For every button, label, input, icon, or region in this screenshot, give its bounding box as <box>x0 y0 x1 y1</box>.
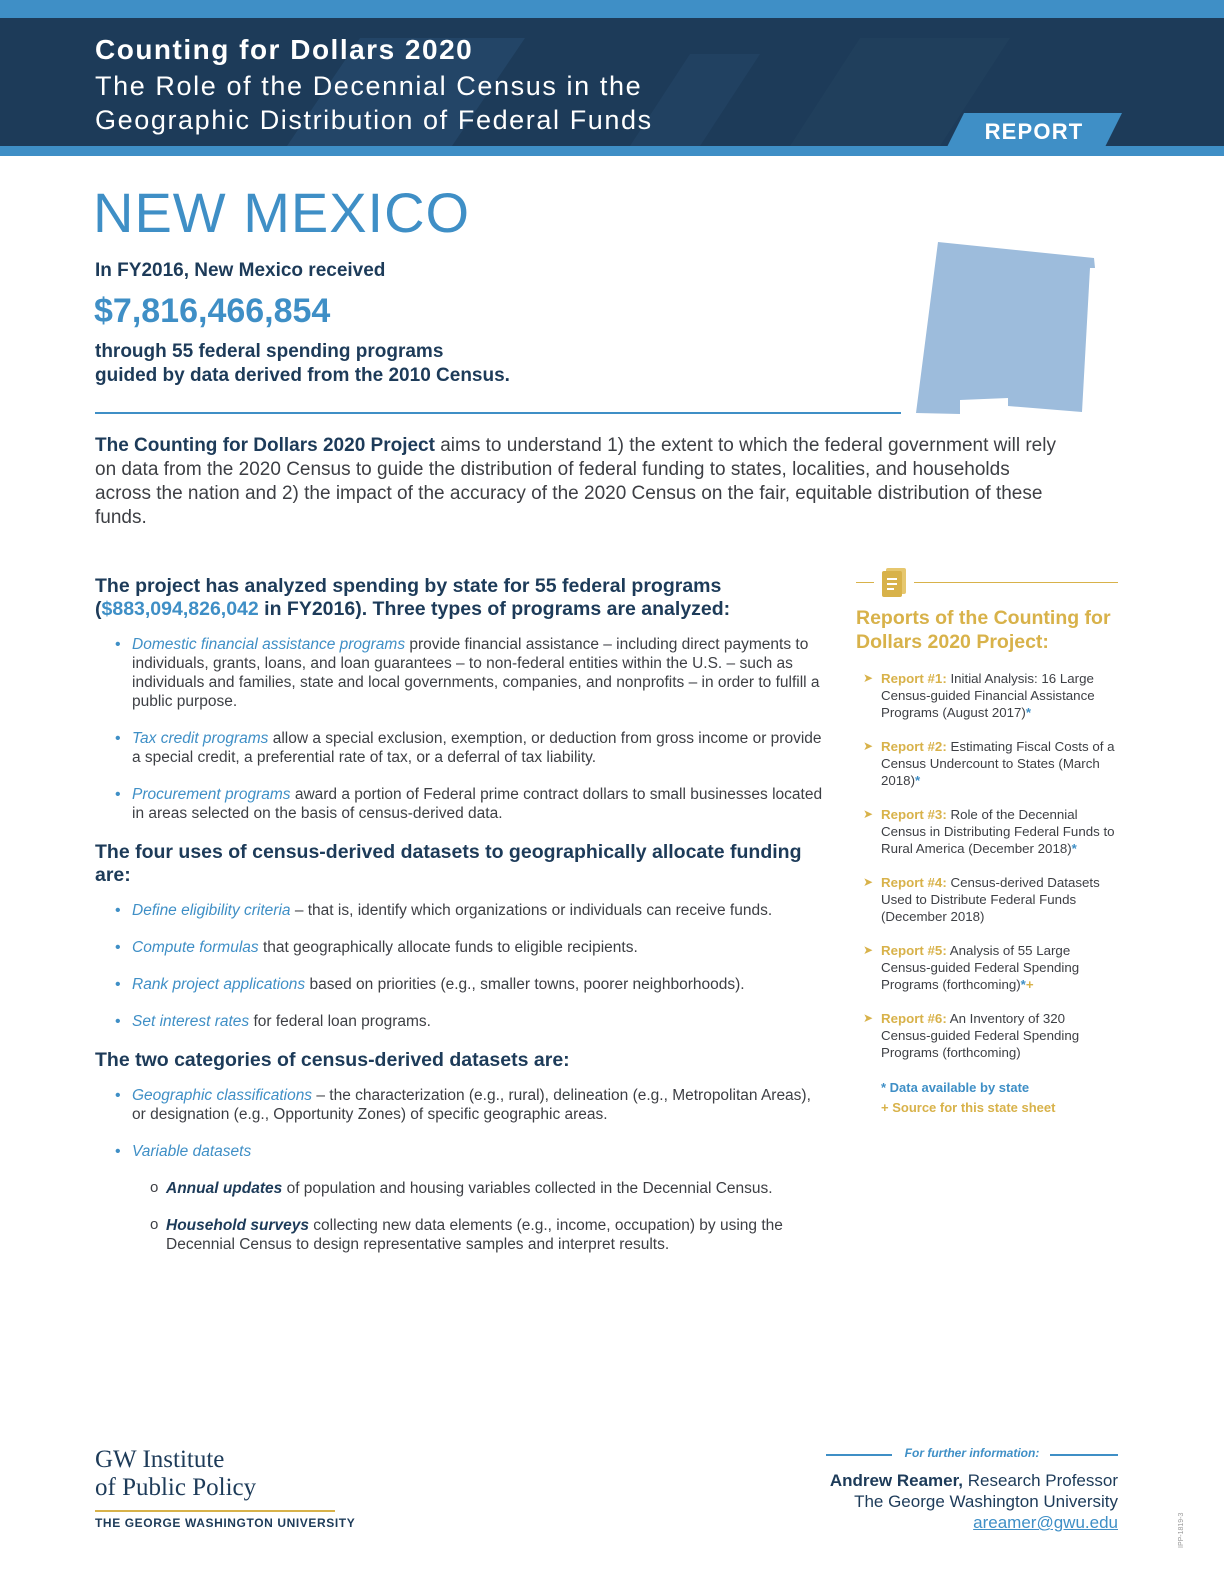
lead-line-2: through 55 federal spending programs <box>95 341 444 362</box>
header-subtitle-line1: The Role of the Decennial Census in the <box>95 71 643 101</box>
category-term: Geographic classifications <box>132 1087 313 1104</box>
logo-line-1: GW Institute <box>95 1446 225 1473</box>
report-star: * <box>1020 977 1026 992</box>
state-name: NEW MEXICO <box>93 181 471 244</box>
sidebar-legend <box>881 1078 1055 1118</box>
report-key: Report #5: <box>881 943 947 958</box>
contact-role: Research Professor <box>963 1471 1118 1490</box>
report-item <box>856 738 1118 789</box>
subitem-term: Annual updates <box>166 1180 283 1197</box>
contact-email-link[interactable]: areamer@gwu.edu <box>973 1513 1118 1532</box>
chevron-right-icon: ➤ <box>863 943 874 957</box>
use-term: Define eligibility criteria <box>132 902 291 919</box>
sub-list-item <box>95 1179 825 1198</box>
list-item <box>95 975 825 994</box>
program-type-text: provide financial assistance – including direct payments to individuals, grants, loans, and loan guarantees – to non-federal entities within the U.S. – such as individuals and families, state and local governments, companies, and nonprofits – in order to fulfill a public purpose. <box>132 636 820 710</box>
program-type-term: Procurement programs <box>132 786 291 803</box>
contact-rule-left <box>826 1454 892 1456</box>
logo-rule <box>95 1510 335 1512</box>
section2-heading: The four uses of census-derived datasets to geographically allocate funding are: <box>95 841 802 886</box>
uses-list <box>95 901 825 1031</box>
program-type-term: Domestic financial assistance programs <box>132 636 406 653</box>
legend-plus: Source for this state sheet <box>888 1100 1056 1115</box>
sidebar-title: Reports of the Counting for Dollars 2020 Project: <box>856 607 1111 653</box>
report-text: Estimating Fiscal Costs of a Census Undercount to States (March 2018) <box>881 739 1115 788</box>
lead-line-1: In FY2016, New Mexico received <box>95 260 386 281</box>
report-text: Census-derived Datasets Used to Distribute Federal Funds (December 2018) <box>881 875 1100 924</box>
use-text: for federal loan programs. <box>249 1013 431 1030</box>
report-star: * <box>1025 705 1032 720</box>
header-banner <box>0 0 1224 156</box>
report-key: Report #1: <box>881 671 947 686</box>
main-column <box>95 575 825 1272</box>
program-type-term: Tax credit programs <box>132 730 269 747</box>
section1-heading <box>95 575 825 621</box>
variable-datasets-sublist <box>95 1179 825 1254</box>
contact-label: For further information: <box>904 1446 1040 1460</box>
report-star: * <box>915 773 921 788</box>
chevron-right-icon: ➤ <box>863 739 874 753</box>
new-mexico-map-icon <box>912 238 1102 418</box>
subitem-text: collecting new data elements (e.g., income, occupation) by using the Decennial Census to design representative samples and interpret results. <box>166 1217 783 1253</box>
intro-text: aims to understand 1) the extent to which the federal government will rely on data from the 2020 Census to guide the distribution of federal funding to states, localities, and households across the nation and 2) the impact of the accuracy of the 2020 Census on the fair, equitable distribution of these funds. <box>95 435 1056 528</box>
use-term: Rank project applications <box>132 976 306 993</box>
document-code: IPP-1819-3 <box>1178 1512 1185 1548</box>
report-item <box>856 1010 1118 1061</box>
use-term: Compute formulas <box>132 939 259 956</box>
intro-project-name: The Counting for Dollars 2020 Project <box>95 435 435 456</box>
category-text: – the characterization (e.g., rural), delineation (e.g., Metropolitan Areas), or designation (e.g., Opportunity Zones) of specific geographic areas. <box>132 1087 811 1123</box>
gw-logo <box>95 1446 355 1530</box>
contact-name-row <box>826 1470 1118 1491</box>
report-text: Role of the Decennial Census in Distributing Federal Funds to Rural America (December 2018) <box>881 807 1115 856</box>
lead-divider <box>95 412 901 414</box>
sub-list-item <box>95 1216 825 1254</box>
funding-amount: $7,816,466,854 <box>94 292 331 330</box>
contact-block <box>826 1444 1118 1534</box>
chevron-right-icon: ➤ <box>863 875 874 889</box>
header-subtitle-line2: Geographic Distribution of Federal Funds <box>95 105 653 135</box>
header-top-stripe <box>0 0 1224 18</box>
total-amount: $883,094,826,042 <box>101 598 259 620</box>
subitem-text: of population and housing variables collected in the Decennial Census. <box>282 1180 773 1197</box>
program-types-list <box>95 635 825 823</box>
dataset-categories-list <box>95 1086 825 1254</box>
legend-plus-row <box>881 1098 1055 1118</box>
report-item <box>856 874 1118 925</box>
use-term: Set interest rates <box>132 1013 250 1030</box>
document-icon <box>880 566 910 598</box>
list-item <box>95 635 825 711</box>
report-tag <box>946 113 1122 149</box>
program-type-text: award a portion of Federal prime contract dollars to small businesses located in areas selected on the basis of census-derived data. <box>132 786 823 822</box>
report-item <box>856 806 1118 857</box>
list-item <box>95 938 825 957</box>
list-item <box>95 1012 825 1031</box>
list-item <box>95 785 825 823</box>
sidebar-rule-right <box>914 582 1118 583</box>
report-text: Analysis of 55 Large Census-guided Federal Spending Programs (forthcoming) <box>881 943 1080 992</box>
reports-list <box>856 670 1118 1078</box>
list-item <box>95 901 825 920</box>
lead-lines <box>95 340 655 388</box>
chevron-right-icon: ➤ <box>863 807 874 821</box>
list-item <box>95 729 825 767</box>
category-term: Variable datasets <box>132 1143 252 1160</box>
logo-university: THE GEORGE WASHINGTON UNIVERSITY <box>95 1516 356 1530</box>
header-title: Counting for Dollars 2020 <box>95 34 474 65</box>
use-text: that geographically allocate funds to eligible recipients. <box>258 939 638 956</box>
intro-paragraph <box>95 434 1065 530</box>
use-text: based on priorities (e.g., smaller towns, poorer neighborhoods). <box>305 976 745 993</box>
legend-star: * Data available by state <box>881 1080 1030 1095</box>
logo-line-2: of Public Policy <box>95 1474 257 1501</box>
chevron-right-icon: ➤ <box>863 1011 874 1025</box>
section3-heading: The two categories of census-derived datasets are: <box>95 1049 570 1071</box>
report-item <box>856 942 1118 993</box>
contact-name: Andrew Reamer, <box>829 1471 964 1490</box>
report-text: Initial Analysis: 16 Large Census-guided Financial Assistance Programs (August 2017) <box>881 671 1095 720</box>
list-item <box>95 1142 825 1254</box>
report-plus: + <box>1025 977 1034 992</box>
report-tag-label: REPORT <box>984 119 1084 144</box>
lead-line-3: guided by data derived from the 2010 Census. <box>95 365 510 386</box>
program-type-text: allow a special exclusion, exemption, or deduction from gross income or provide a special credit, a preferential rate of tax, or a deferral of tax liability. <box>132 730 822 766</box>
report-key: Report #4: <box>881 875 947 890</box>
report-key: Report #6: <box>881 1011 947 1026</box>
chevron-right-icon: ➤ <box>863 671 874 685</box>
header-subtitle <box>95 69 653 137</box>
list-item <box>95 1086 825 1124</box>
contact-rule-right <box>1050 1454 1118 1456</box>
contact-label-row <box>826 1444 1118 1464</box>
subitem-term: Household surveys <box>166 1217 309 1234</box>
section1-heading-part1: The project has analyzed spending by state for 55 federal programs ( <box>95 575 722 620</box>
section1-heading-part2: in FY2016). Three types of programs are analyzed: <box>258 598 731 620</box>
report-key: Report #2: <box>881 739 947 754</box>
report-key: Report #3: <box>881 807 947 822</box>
report-star: * <box>1071 841 1077 856</box>
contact-org: The George Washington University <box>854 1492 1118 1511</box>
use-text: – that is, identify which organizations or individuals can receive funds. <box>290 902 773 919</box>
report-text: An Inventory of 320 Census-guided Federal Spending Programs (forthcoming) <box>881 1011 1080 1060</box>
legend-plus-symbol: + <box>881 1100 889 1115</box>
sidebar-rule-left <box>856 582 874 583</box>
report-item <box>856 670 1118 721</box>
